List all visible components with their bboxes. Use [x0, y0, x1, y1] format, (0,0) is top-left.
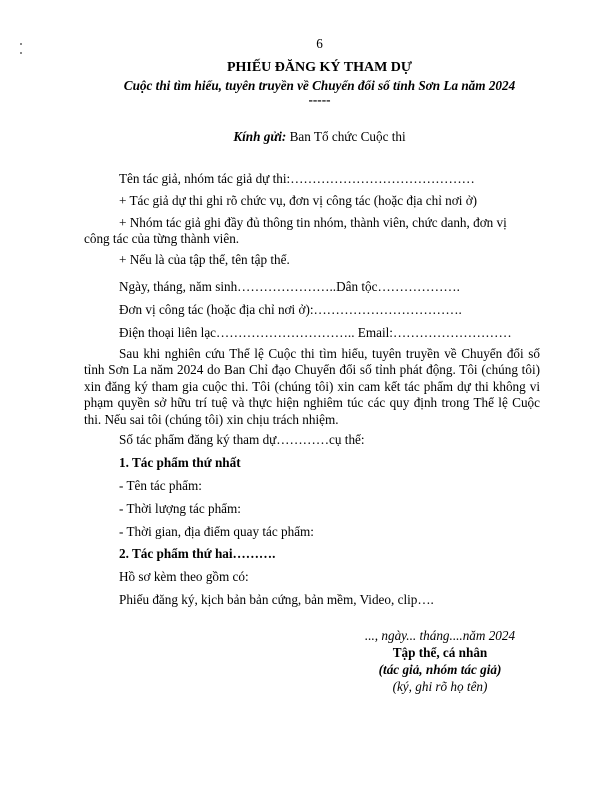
author-note-3: + Nếu là của tập thể, tên tập thể.	[119, 252, 290, 267]
work-1-name: - Tên tác phẩm:	[119, 478, 202, 493]
work-1-heading: 1. Tác phẩm thứ nhất	[119, 455, 241, 470]
form-subtitle: Cuộc thi tìm hiểu, tuyên truyền về Chuyển đổi số tỉnh Sơn La năm 2024	[123, 78, 516, 93]
signature-instruction: (ký, ghi rõ họ tên)	[392, 679, 488, 694]
scan-mark	[20, 52, 22, 54]
work-1-duration: - Thời lượng tác phẩm:	[119, 501, 241, 516]
form-title: PHIẾU ĐĂNG KÝ THAM DỰ	[226, 60, 413, 75]
author-note-2-cont: công tác của từng thành viên.	[84, 231, 240, 246]
author-note-2: + Nhóm tác giả ghi đầy đủ thông tin nhóm, thành viên, chức danh, đơn vị	[119, 215, 507, 230]
attachments-items: Phiếu đăng ký, kịch bản bản cứng, bản mềm, Video, clip….	[119, 592, 434, 607]
works-count-field: Số tác phẩm đăng ký tham dự…………cụ thể:	[119, 432, 365, 447]
commitment-paragraph: Sau khi nghiên cứu Thể lệ Cuộc thi tìm hiểu, tuyên truyền về Chuyển đổi số tỉnh Sơn La năm 2024 do Ban Chỉ đạo Chuyển đổi số tỉnh phát động. Tôi (chúng tôi) xin đăng ký tham gia cuộc thi. Tôi (chúng tôi) xin cam kết tác phẩm dự thi không vi phạm quyền sở hữu trí tuệ và thực hiện nghiêm túc các quy định trong Thể lệ Cuộc thi. Nếu sai tôi (chúng tôi) xin chịu trách nhiệm.	[84, 346, 540, 427]
addressee-label: Kính gửi:	[233, 129, 287, 144]
signature-org: Tập thể, cá nhân	[392, 645, 488, 660]
work-1-time-place: - Thời gian, địa điểm quay tác phẩm:	[119, 524, 314, 539]
addressee-value: Ban Tổ chức Cuộc thi	[286, 129, 406, 144]
signature-role: (tác giả, nhóm tác giả)	[378, 662, 502, 677]
author-note-1: + Tác giả dự thi ghi rõ chức vụ, đơn vị công tác (hoặc địa chỉ nơi ở)	[119, 193, 478, 208]
addressee	[22, 129, 595, 145]
attachments-label: Hồ sơ kèm theo gồm có:	[119, 569, 249, 584]
page-number: 6	[316, 36, 323, 51]
signature-date: ..., ngày... tháng....năm 2024	[364, 628, 516, 643]
unit-field: Đơn vị công tác (hoặc địa chỉ nơi ở):…………………………….	[119, 302, 462, 317]
work-2-heading: 2. Tác phẩm thứ hai……….	[119, 546, 276, 561]
subtitle-rule: -----	[308, 92, 331, 107]
dob-field: Ngày, tháng, năm sinh…………………..Dân tộc……………….	[119, 279, 460, 294]
author-field: Tên tác giả, nhóm tác giả dự thi:……………………………………	[119, 171, 475, 186]
phone-email-field: Điện thoại liên lạc………………………….. Email:………………………	[119, 325, 512, 340]
